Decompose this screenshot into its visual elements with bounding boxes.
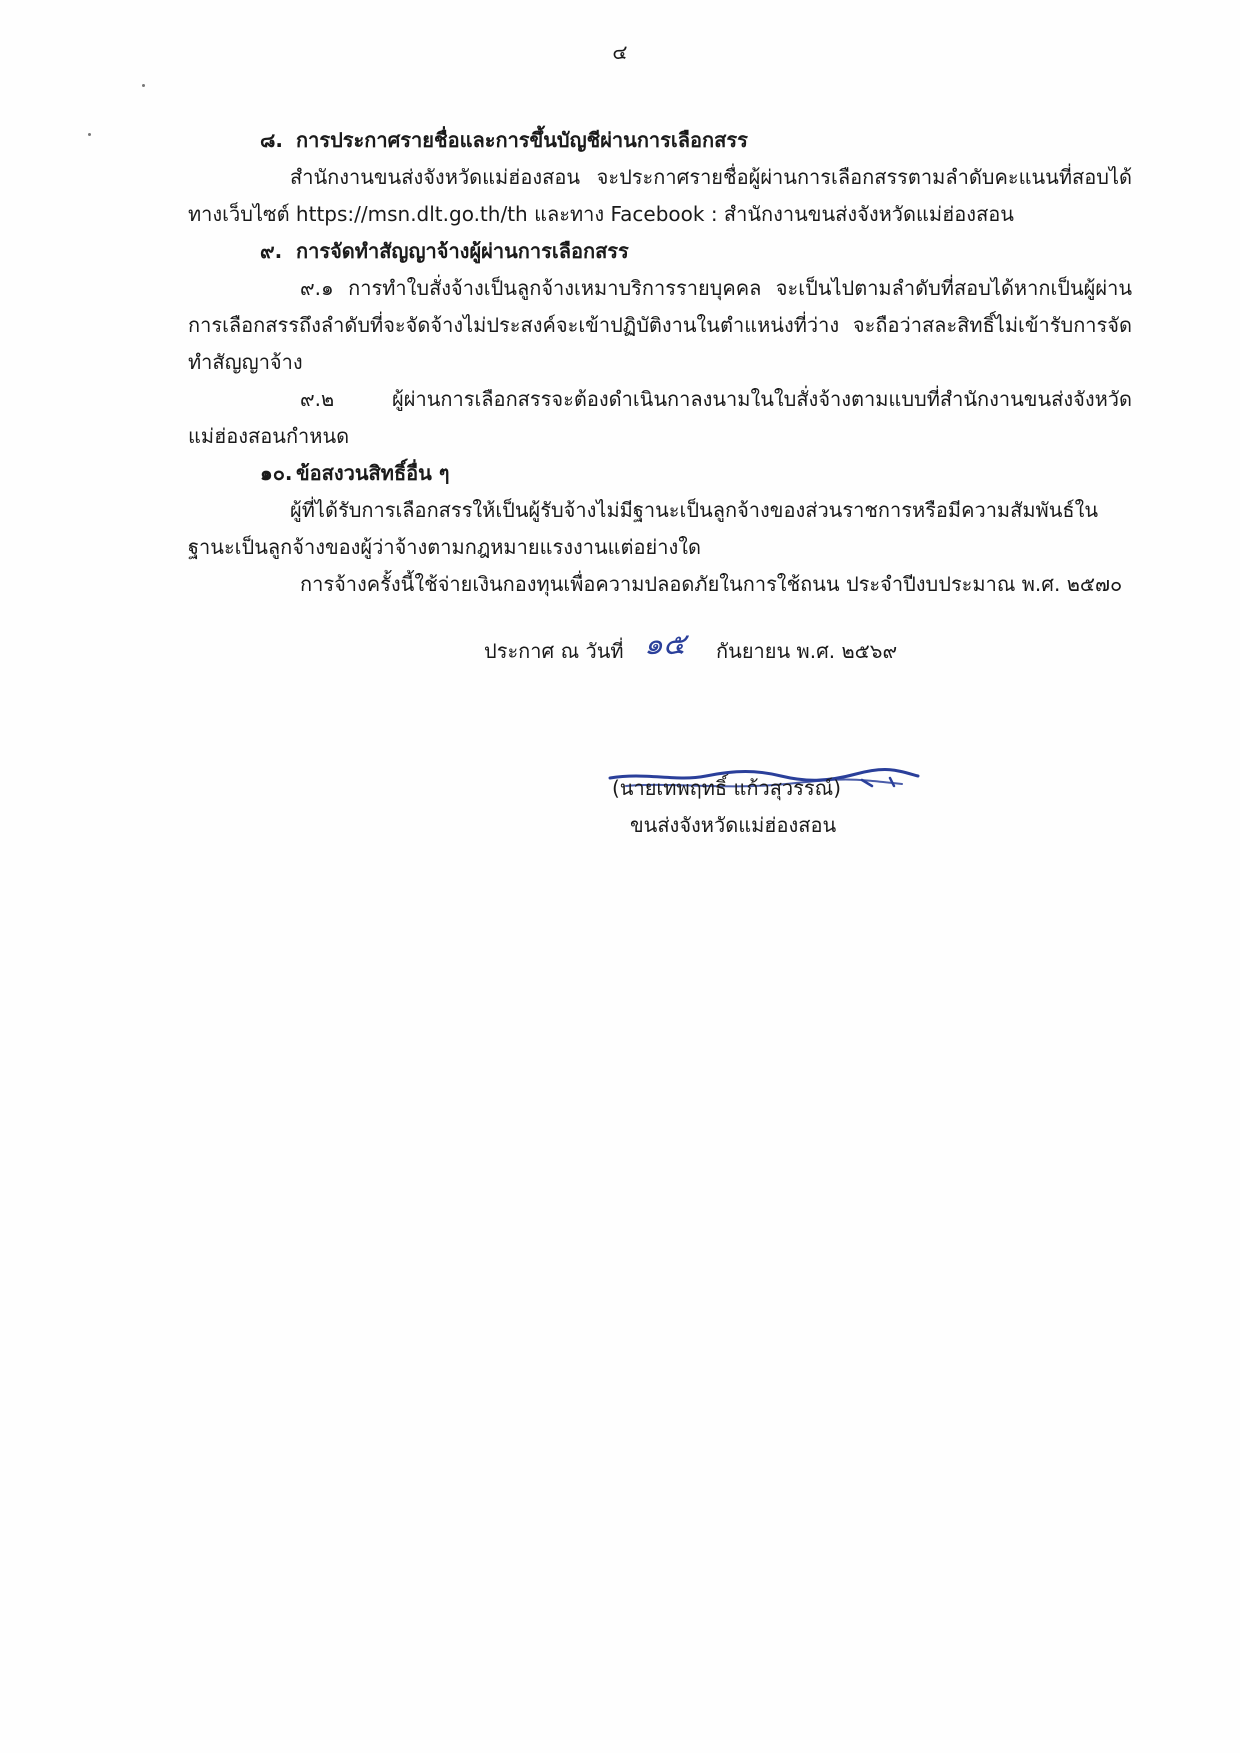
section-title: การจัดทำสัญญาจ้างผู้ผ่านการเลือกสรร: [296, 239, 629, 263]
section-number: ๙.: [260, 239, 283, 263]
scan-speck: [142, 84, 145, 87]
section-paragraph: ผู้ที่ได้รับการเลือกสรรให้เป็นผู้รับจ้างไม่มีฐานะเป็นลูกจ้างของส่วนราชการหรือมีความสัมพันธ์ในฐานะเป็นลูกจ้างของผู้ว่าจ้างตามกฎหมายแรงงานแต่อย่างใด: [188, 498, 1099, 559]
signatory-position: ขนส่งจังหวัดแม่ฮ่องสอน: [630, 813, 837, 837]
scan-speck: [88, 133, 91, 136]
section-paragraph: ๙.๑ การทำใบสั่งจ้างเป็นลูกจ้างเหมาบริการรายบุคคล จะเป็นไปตามลำดับที่สอบได้หากเป็นผู้ผ่านการเลือกสรรถึงลำดับที่จะจัดจ้างไม่ประสงค์จะเข้าปฏิบัติงานในตำแหน่งที่ว่าง จะถือว่าสละสิทธิ์ไม่เข้ารับการจัดทำสัญญาจ้าง: [188, 276, 1132, 374]
section-heading: [188, 122, 1132, 159]
section-heading: [188, 233, 1132, 270]
announcement-date: [484, 625, 897, 672]
section-title: การประกาศรายชื่อและการขึ้นบัญชีผ่านการเลือกสรร: [296, 128, 748, 152]
announcement-month-year: กันยายน พ.ศ. ๒๕๖๙: [716, 639, 898, 663]
section-title: ข้อสงวนสิทธิ์อื่น ๆ: [296, 461, 450, 485]
section-paragraph: สำนักงานขนส่งจังหวัดแม่ฮ่องสอน จะประกาศรายชื่อผู้ผ่านการเลือกสรรตามลำดับคะแนนที่สอบได้ทางเว็บไซต์ https://msn.dlt.go.th/th และทาง Facebook : สำนักงานขนส่งจังหวัดแม่ฮ่องสอน: [188, 165, 1132, 226]
announcement-day: ๑๕: [643, 627, 686, 662]
page-number: ๔: [612, 40, 628, 64]
section-paragraph: การจ้างครั้งนี้ใช้จ่ายเงินกองทุนเพื่อความปลอดภัยในการใช้ถนน ประจำปีงบประมาณ พ.ศ. ๒๕๗๐: [300, 572, 1123, 596]
section-number: ๑๐.: [260, 461, 293, 485]
signatory-name: (นายเทพฤทธิ์ แก้วสุวรรณ์): [612, 776, 841, 800]
signatory-block: [600, 770, 880, 844]
section-heading: [188, 455, 1132, 492]
announcement-prefix: ประกาศ ณ วันที่: [484, 639, 624, 663]
section-number: ๘.: [260, 128, 284, 152]
section-paragraph: ๙.๒ ผู้ผ่านการเลือกสรรจะต้องดำเนินกาลงนามในใบสั่งจ้างตามแบบที่สำนักงานขนส่งจังหวัดแม่ฮ่องสอนกำหนด: [188, 387, 1132, 448]
document-body: [188, 122, 1132, 603]
